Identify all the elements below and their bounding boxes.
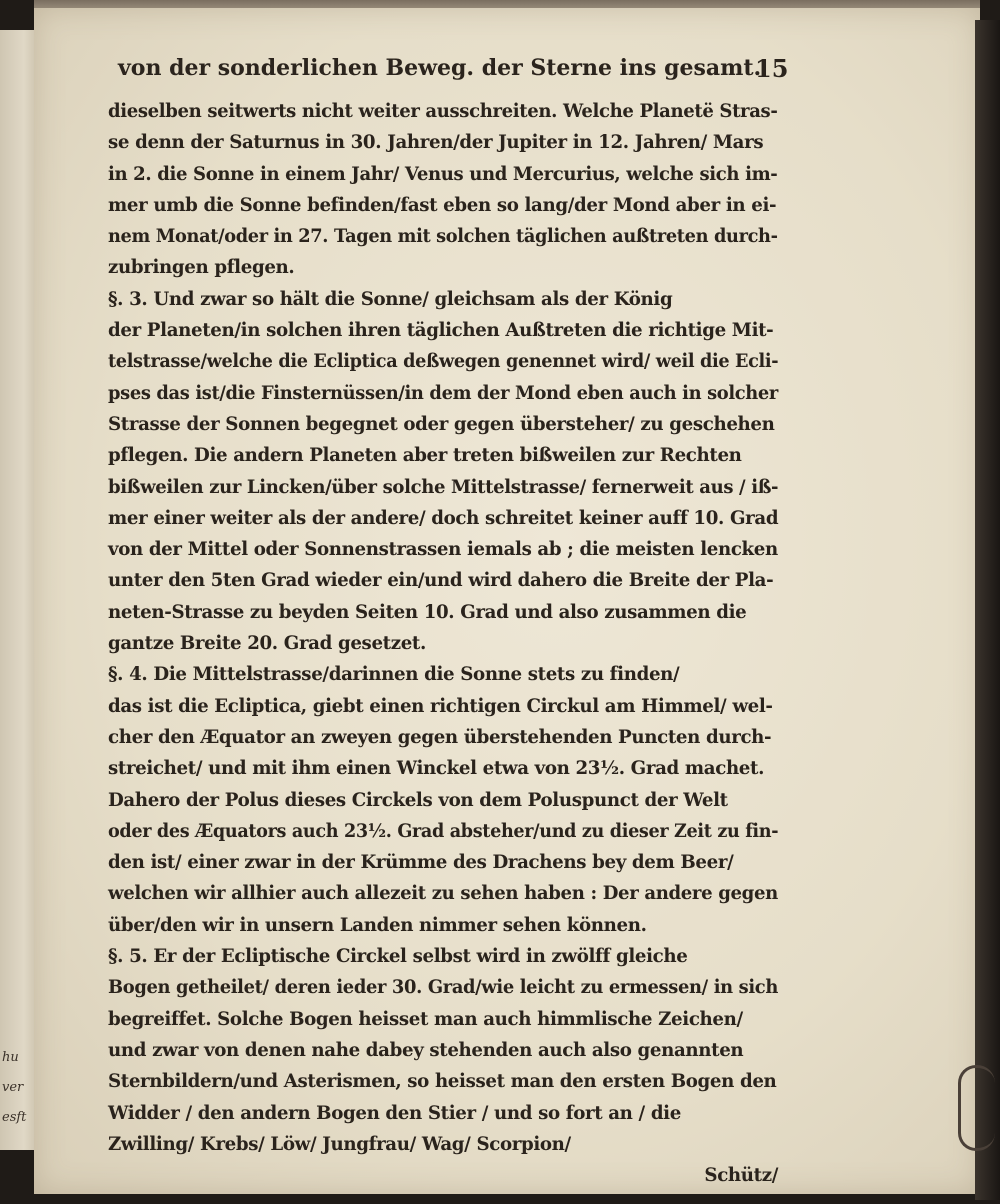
catchword: Schütz/ [704, 1165, 778, 1187]
text-line: pses das ist/die Finsternüssen/in dem der Mond eben auch in solcher [108, 382, 778, 404]
text-line: §. 3. Und zwar so hält die Sonne/ gleichsam als der König [108, 288, 673, 310]
text-line: Sternbildern/und Asterismen, so heisset man den ersten Bogen den [108, 1071, 777, 1093]
text-line: der Planeten/in solchen ihren täglichen Außtreten die richtige Mit- [108, 320, 774, 342]
text-line: nem Monat/oder in 27. Tagen mit solchen täglichen außtreten durch- [108, 226, 778, 248]
text-line: Zwilling/ Krebs/ Löw/ Jungfrau/ Wag/ Scorpion/ [108, 1133, 571, 1155]
text-line: Strasse der Sonnen begegnet oder gegen übersteher/ zu geschehen [108, 413, 775, 435]
text-line: mer umb die Sonne befinden/fast eben so lang/der Mond aber in ei- [108, 194, 777, 216]
text-line: das ist die Ecliptica, giebt einen richtigen Circkul am Himmel/ wel- [108, 695, 773, 717]
running-title: von der sonderlichen Beweg. der Sterne ins gesamt. [118, 55, 762, 81]
body-text [108, 96, 778, 1191]
text-line: mer einer weiter als der andere/ doch schreitet keiner auff 10. Grad [108, 507, 779, 529]
bookmark-ribbon [958, 1065, 995, 1151]
text-line: unter den 5ten Grad wieder ein/und wird dahero die Breite der Pla- [108, 570, 774, 592]
text-line: cher den Æquator an zweyen gegen überstehenden Puncten durch- [108, 726, 772, 748]
text-line: oder des Æquators auch 23½. Grad absteher/und zu dieser Zeit zu fin- [108, 820, 779, 842]
text-line: zubringen pflegen. [108, 257, 295, 279]
text-line: von der Mittel oder Sonnenstrassen iemals ab ; die meisten lencken [108, 539, 778, 561]
text-line: pflegen. Die andern Planeten aber treten bißweilen zur Rechten [108, 445, 742, 467]
left-page-fragment: ver [2, 1080, 24, 1095]
text-line: bißweilen zur Lincken/über solche Mittelstrasse/ fernerweit aus / iß- [108, 476, 779, 498]
text-line: den ist/ einer zwar in der Krümme des Drachens bey dem Beer/ [108, 852, 734, 874]
text-line: §. 4. Die Mittelstrasse/darinnen die Sonne stets zu finden/ [108, 664, 680, 686]
left-page-fragment: esft [2, 1110, 27, 1125]
text-line: Bogen getheilet/ deren ieder 30. Grad/wie leicht zu ermessen/ in sich [108, 977, 778, 999]
text-line: gantze Breite 20. Grad gesetzet. [108, 633, 426, 655]
text-line: streichet/ und mit ihm einen Winckel etwa von 23½. Grad machet. [108, 758, 765, 780]
text-line: neten-Strasse zu beyden Seiten 10. Grad und also zusammen die [108, 601, 747, 623]
right-page-edge [975, 20, 1000, 1200]
text-line: §. 5. Er der Ecliptische Circkel selbst wird in zwölff gleiche [108, 946, 688, 968]
text-line: dieselben seitwerts nicht weiter ausschreiten. Welche Planetë Stras- [108, 101, 778, 122]
text-line: se denn der Saturnus in 30. Jahren/der Jupiter in 12. Jahren/ Mars [108, 132, 764, 154]
page-number: 15 [755, 54, 789, 83]
text-line: Widder / den andern Bogen den Stier / und so fort an / die [108, 1102, 681, 1124]
text-line: über/den wir in unsern Landen nimmer sehen können. [108, 914, 647, 936]
text-line: in 2. die Sonne in einem Jahr/ Venus und Mercurius, welche sich im- [108, 163, 778, 185]
text-line: Dahero der Polus dieses Circkels von dem Poluspunct der Welt [108, 789, 728, 811]
text-line: telstrasse/welche die Ecliptica deßwegen genennet wird/ weil die Ecli- [108, 351, 779, 373]
text-line: begreiffet. Solche Bogen heisset man auch himmlische Zeichen/ [108, 1008, 743, 1030]
text-line: welchen wir allhier auch allezeit zu sehen haben : Der andere gegen [108, 883, 778, 905]
left-page-fragment: hu [2, 1050, 19, 1065]
text-line: und zwar von denen nahe dabey stehenden auch also genannten [108, 1039, 744, 1061]
